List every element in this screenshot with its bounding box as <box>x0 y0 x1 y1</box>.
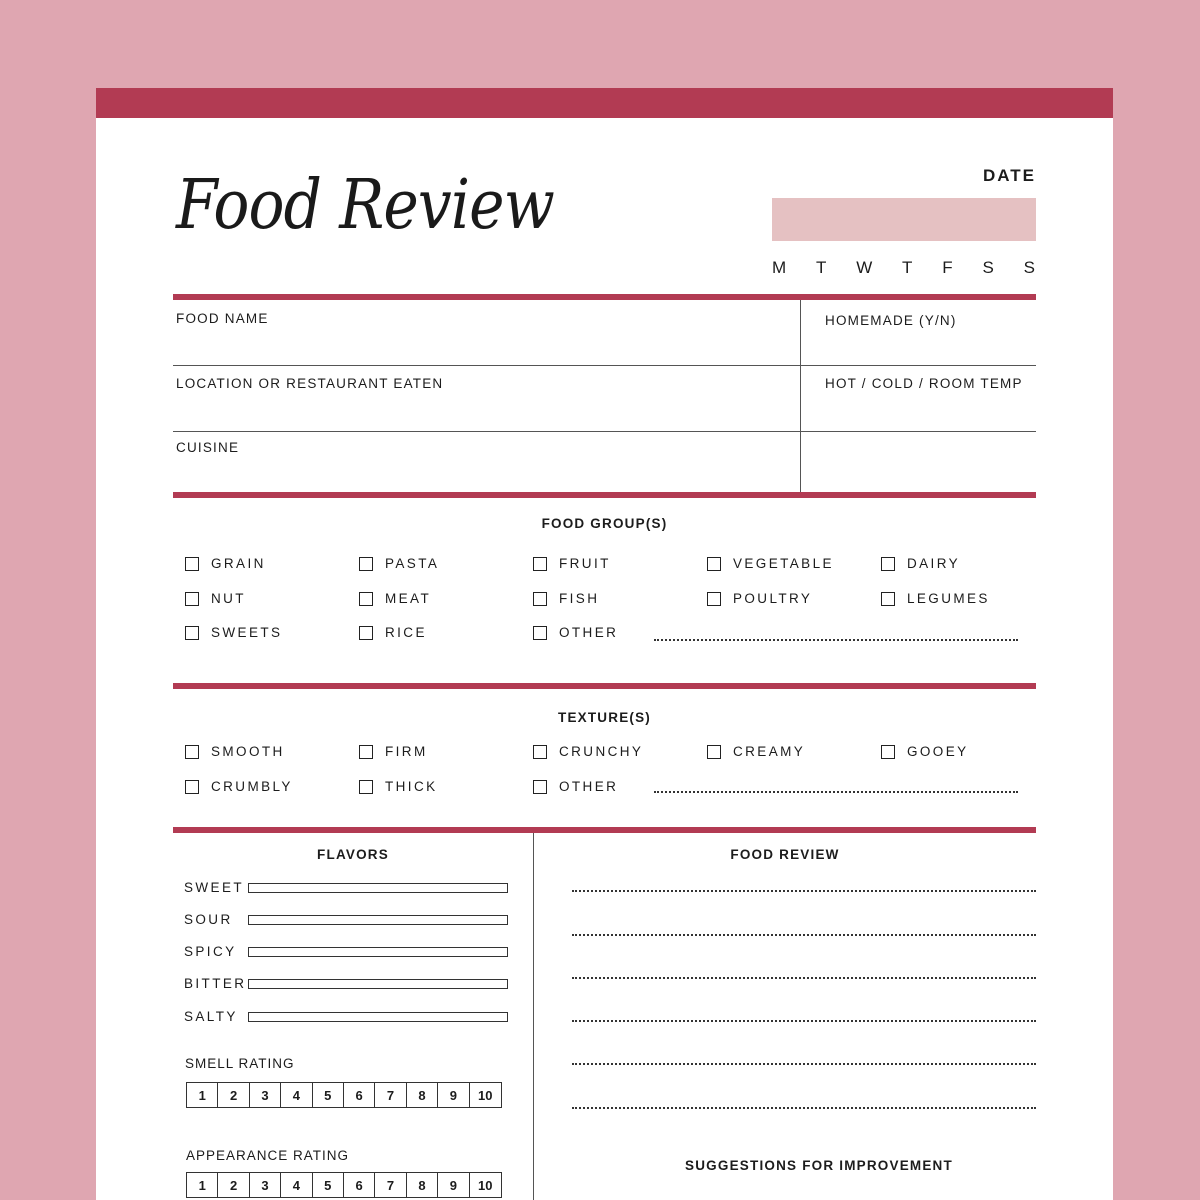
checkbox-icon <box>533 557 547 571</box>
flavor-label: SPICY <box>184 944 237 959</box>
checkbox-icon <box>533 626 547 640</box>
flavor-row-spicy <box>184 944 508 959</box>
checkbox-icon <box>533 745 547 759</box>
temperature-field[interactable] <box>801 393 1036 430</box>
appearance-rating-scale <box>186 1172 502 1198</box>
food-other-line[interactable] <box>654 639 1018 641</box>
checkbox-icon <box>707 557 721 571</box>
checkbox-legumes[interactable]: LEGUMES <box>881 591 990 606</box>
flavors-heading: FLAVORS <box>317 847 389 862</box>
checkbox-icon <box>185 626 199 640</box>
checkbox-icon <box>359 626 373 640</box>
review-line[interactable] <box>572 1063 1036 1065</box>
checkbox-texture-other[interactable]: OTHER <box>533 779 618 794</box>
appearance-rating-5[interactable]: 5 <box>313 1173 344 1197</box>
checkbox-icon <box>359 557 373 571</box>
appearance-rating-3[interactable]: 3 <box>250 1173 281 1197</box>
checkbox-icon <box>881 592 895 606</box>
weekday-monday[interactable]: M <box>772 258 788 277</box>
row-divider <box>173 431 1036 432</box>
smell-rating-label: SMELL RATING <box>185 1056 295 1071</box>
smell-rating-2[interactable]: 2 <box>218 1083 249 1107</box>
checkbox-thick[interactable]: THICK <box>359 779 438 794</box>
homemade-field[interactable] <box>801 330 1036 364</box>
flavor-bar-sweet[interactable] <box>248 883 508 893</box>
food-review-heading: FOOD REVIEW <box>730 847 840 862</box>
weekday-thursday[interactable]: T <box>902 258 914 277</box>
checkbox-icon <box>707 745 721 759</box>
checkbox-nut[interactable]: NUT <box>185 591 246 606</box>
checkbox-icon <box>881 557 895 571</box>
flavor-bar-spicy[interactable] <box>248 947 508 957</box>
smell-rating-9[interactable]: 9 <box>438 1083 469 1107</box>
checkbox-icon <box>185 780 199 794</box>
food-name-field[interactable] <box>173 328 800 364</box>
flavor-bar-sour[interactable] <box>248 915 508 925</box>
smell-rating-6[interactable]: 6 <box>344 1083 375 1107</box>
flavor-label: SALTY <box>184 1009 238 1024</box>
appearance-rating-9[interactable]: 9 <box>438 1173 469 1197</box>
section-divider <box>173 827 1036 833</box>
textures-heading: TEXTURE(S) <box>558 710 651 725</box>
checkbox-icon <box>359 780 373 794</box>
food-name-label: FOOD NAME <box>176 311 269 326</box>
appearance-rating-8[interactable]: 8 <box>407 1173 438 1197</box>
checkbox-food-other[interactable]: OTHER <box>533 625 618 640</box>
flavor-label: SWEET <box>184 880 245 895</box>
checkbox-crumbly[interactable]: CRUMBLY <box>185 779 293 794</box>
page-title: Food Review <box>176 166 555 245</box>
checkbox-icon <box>185 745 199 759</box>
section-divider <box>173 492 1036 498</box>
checkbox-icon <box>533 780 547 794</box>
checkbox-icon <box>533 592 547 606</box>
flavor-row-sweet <box>184 880 508 895</box>
checkbox-smooth[interactable]: SMOOTH <box>185 744 285 759</box>
checkbox-fish[interactable]: FISH <box>533 591 599 606</box>
weekday-tuesday[interactable]: T <box>815 258 828 277</box>
checkbox-dairy[interactable]: DAIRY <box>881 556 960 571</box>
smell-rating-10[interactable]: 10 <box>477 1087 493 1103</box>
review-line[interactable] <box>572 890 1036 892</box>
top-accent-bar <box>96 88 1113 118</box>
checkbox-gooey[interactable]: GOOEY <box>881 744 969 759</box>
flavor-bar-salty[interactable] <box>248 1012 508 1022</box>
section-divider <box>173 294 1036 300</box>
section-divider <box>173 683 1036 689</box>
review-line[interactable] <box>572 1107 1036 1109</box>
review-line[interactable] <box>572 977 1036 979</box>
smell-rating-4[interactable]: 4 <box>281 1083 312 1107</box>
cuisine-label: CUISINE <box>176 440 240 455</box>
smell-rating-1[interactable]: 1 <box>187 1083 218 1107</box>
weekday-sunday[interactable]: S <box>1023 258 1036 277</box>
texture-other-line[interactable] <box>654 791 1018 793</box>
flavor-label: BITTER <box>184 976 247 991</box>
checkbox-fruit[interactable]: FRUIT <box>533 556 611 571</box>
smell-rating-5[interactable]: 5 <box>313 1083 344 1107</box>
appearance-rating-7[interactable]: 7 <box>375 1173 406 1197</box>
date-field[interactable] <box>772 198 1036 241</box>
suggestions-heading: SUGGESTIONS FOR IMPROVEMENT <box>685 1158 953 1173</box>
checkbox-firm[interactable]: FIRM <box>359 744 428 759</box>
homemade-label: HOMEMADE (Y/N) <box>825 313 957 328</box>
checkbox-creamy[interactable]: CREAMY <box>707 744 805 759</box>
review-line[interactable] <box>572 934 1036 936</box>
flavor-label: SOUR <box>184 912 233 927</box>
checkbox-crunchy[interactable]: CRUNCHY <box>533 744 643 759</box>
checkbox-grain[interactable]: GRAIN <box>185 556 266 571</box>
review-line[interactable] <box>572 1020 1036 1022</box>
row-divider <box>173 365 1036 366</box>
checkbox-sweets[interactable]: SWEETS <box>185 625 282 640</box>
smell-rating-8[interactable]: 8 <box>407 1083 438 1107</box>
weekday-friday[interactable]: F <box>942 258 954 277</box>
weekday-wednesday[interactable]: W <box>856 258 874 277</box>
appearance-rating-1[interactable]: 1 <box>187 1173 218 1197</box>
checkbox-meat[interactable]: MEAT <box>359 591 431 606</box>
flavor-row-bitter <box>184 976 508 991</box>
checkbox-icon <box>359 745 373 759</box>
appearance-rating-6[interactable]: 6 <box>344 1173 375 1197</box>
checkbox-pasta[interactable]: PASTA <box>359 556 439 571</box>
weekday-saturday[interactable]: S <box>982 258 995 277</box>
checkbox-vegetable[interactable]: VEGETABLE <box>707 556 834 571</box>
location-label: LOCATION OR RESTAURANT EATEN <box>176 376 444 391</box>
location-field[interactable] <box>173 393 800 430</box>
food-groups-heading: FOOD GROUP(S) <box>541 516 668 531</box>
flavor-row-salty <box>184 1009 508 1024</box>
checkbox-icon <box>185 557 199 571</box>
weekday-selector <box>772 258 1036 278</box>
checkbox-icon <box>881 745 895 759</box>
checkbox-poultry[interactable]: POULTRY <box>707 591 812 606</box>
appearance-rating-10[interactable]: 10 <box>477 1177 493 1193</box>
appearance-rating-4[interactable]: 4 <box>281 1173 312 1197</box>
date-label: DATE <box>982 166 1036 185</box>
cuisine-field[interactable] <box>173 457 800 491</box>
flavor-bar-bitter[interactable] <box>248 979 508 989</box>
checkbox-icon <box>707 592 721 606</box>
smell-rating-3[interactable]: 3 <box>250 1083 281 1107</box>
appearance-rating-2[interactable]: 2 <box>218 1173 249 1197</box>
smell-rating-7[interactable]: 7 <box>375 1083 406 1107</box>
lower-column-divider <box>533 833 534 1200</box>
appearance-rating-label: APPEARANCE RATING <box>186 1148 350 1163</box>
checkbox-icon <box>359 592 373 606</box>
checkbox-icon <box>185 592 199 606</box>
food-review-sheet <box>96 88 1113 1200</box>
temperature-label: HOT / COLD / ROOM TEMP <box>825 376 1023 391</box>
smell-rating-scale <box>186 1082 502 1108</box>
flavor-row-sour <box>184 912 508 927</box>
checkbox-rice[interactable]: RICE <box>359 625 427 640</box>
